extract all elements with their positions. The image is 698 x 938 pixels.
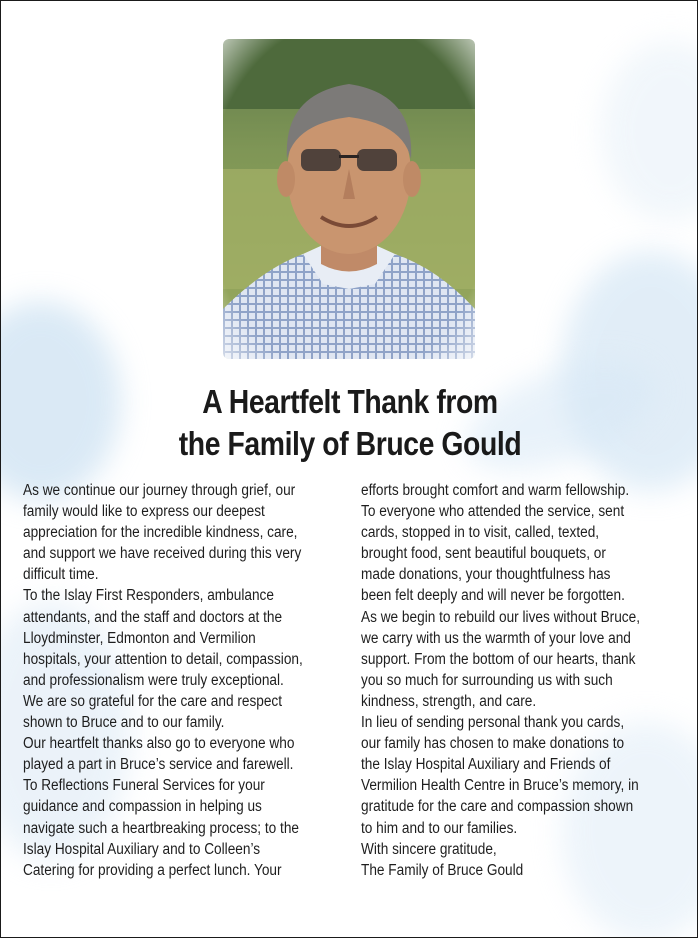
text-line: the Islay Hospital Auxiliary and Friends of — [361, 756, 611, 774]
notice-heading — [50, 381, 650, 465]
text-line: Catering for providing a perfect lunch. Your — [23, 861, 282, 879]
text-line: played a part in Bruce’s service and farewell. — [23, 756, 294, 774]
text-line: to him and to our families. — [361, 819, 518, 837]
text-line: We are so grateful for the care and respect — [23, 692, 283, 710]
text-line: shown to Bruce and to our family. — [23, 714, 225, 732]
text-line: and support we have received during this very — [23, 545, 302, 563]
text-line: gratitude for the care and compassion shown — [361, 798, 634, 816]
text-line: In lieu of sending personal thank you cards, — [361, 714, 625, 732]
text-line: appreciation for the incredible kindness, care, — [23, 524, 298, 542]
text-line: we carry with us the warmth of your love and — [361, 629, 631, 647]
text-line: attendants, and the staff and doctors at the — [23, 608, 283, 626]
text-line: been felt deeply and will never be forgotten. — [361, 587, 625, 605]
text-line: To the Islay First Responders, ambulance — [23, 587, 274, 605]
signature: The Family of Bruce Gould — [361, 861, 524, 879]
text-line: support. From the bottom of our hearts, thank — [361, 650, 636, 668]
heading-line-1: A Heartfelt Thank from — [202, 383, 498, 420]
text-line: cards, stopped in to visit, called, texted, — [361, 524, 600, 542]
text-line: To Reflections Funeral Services for your — [23, 777, 265, 795]
text-line: To everyone who attended the service, sent — [361, 503, 625, 521]
text-line: hospitals, your attention to detail, compassion, — [23, 650, 303, 668]
text-line: made donations, your thoughtfulness has — [361, 566, 611, 584]
text-line: brought food, sent beautiful bouquets, or — [361, 545, 606, 563]
sign-off: With sincere gratitude, — [361, 840, 497, 858]
text-line: Our heartfelt thanks also go to everyone who — [23, 735, 295, 753]
text-line: kindness, strength, and care. — [361, 692, 537, 710]
text-line: and professionalism were truly exceptional. — [23, 671, 284, 689]
heading-line-2: the Family of Bruce Gould — [178, 425, 522, 462]
text-line: difficult time. — [23, 566, 99, 584]
watercolor-leaf-decoration — [601, 41, 698, 221]
text-line: Vermilion Health Centre in Bruce’s memory, in — [361, 777, 639, 795]
text-line: efforts brought comfort and warm fellowship. — [361, 482, 630, 499]
text-line: Islay Hospital Auxiliary and to Colleen’s — [23, 840, 261, 858]
text-line: guidance and compassion in helping us — [23, 798, 262, 816]
text-line: navigate such a heartbreaking process; to the — [23, 819, 300, 837]
right-text-column — [361, 480, 681, 881]
portrait-photo — [223, 39, 475, 359]
text-line: family would like to express our deepest — [23, 503, 265, 521]
text-line: As we begin to rebuild our lives without Bruce, — [361, 608, 641, 626]
left-text-column — [23, 480, 348, 881]
text-line: you so much for surrounding us with such — [361, 671, 613, 689]
text-line: As we continue our journey through grief, our — [23, 482, 296, 499]
text-line: Lloydminster, Edmonton and Vermilion — [23, 629, 256, 647]
text-line: our family has chosen to make donations to — [361, 735, 625, 753]
portrait-illustration — [223, 39, 475, 359]
